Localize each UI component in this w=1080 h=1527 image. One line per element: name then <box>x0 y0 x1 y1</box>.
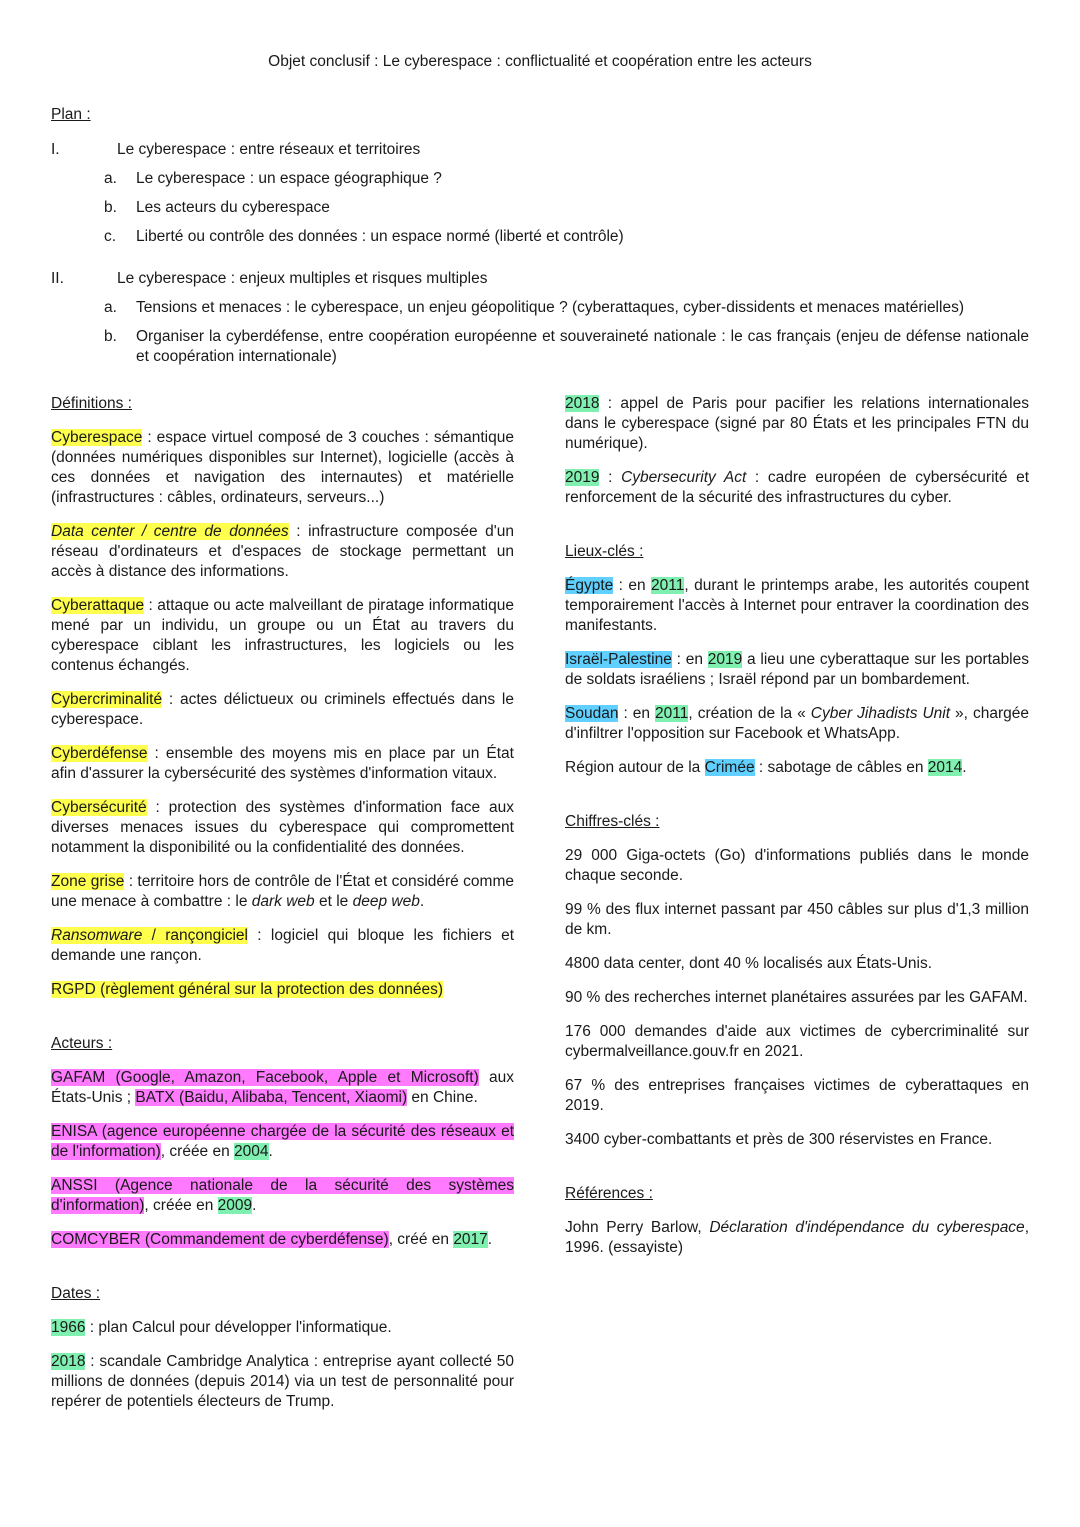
term: Zone grise <box>51 873 125 890</box>
lieu-egypte: Égypte : en 2011, durant le printemps arabe, les autorités coupent temporairement l'accès à Internet pour entraver la coordination des manifestants. <box>565 577 1030 634</box>
plan-item-text: Le cyberespace : un espace géographique ? <box>136 170 442 187</box>
acteur-gafam: GAFAM (Google, Amazon, Facebook, Apple et Microsoft) aux États-Unis ; BATX (Baidu, Alibaba, Tencent, Xiaomi) en Chine. <box>51 1069 514 1106</box>
right-column <box>565 394 1029 1272</box>
acteur-anssi: ANSSI (Agence nationale de la sécurité des systèmes d'information), créée en 2009. <box>51 1177 514 1214</box>
definition-datacenter: Data center / centre de données : infrastructure composée d'un réseau d'ordinateurs et d'espaces de stockage permettant un accès à distance des informations. <box>51 523 514 580</box>
page-title: Objet conclusif : Le cyberespace : conflictualité et coopération entre les acteurs <box>268 53 812 70</box>
plan-heading: Plan : <box>51 106 91 123</box>
chiffre-item: 29 000 Giga-octets (Go) d'informations publiés dans le monde chaque seconde. <box>565 847 1029 884</box>
acteur-comcyber: COMCYBER (Commandement de cyberdéfense), créé en 2017. <box>51 1231 493 1248</box>
definition-cybercriminalite: Cybercriminalité : actes délictueux ou criminels effectués dans le cyberespace. <box>51 691 514 728</box>
plan-item-text: Les acteurs du cyberespace <box>136 199 330 216</box>
date-2018-appel-paris: 2018 : appel de Paris pour pacifier les relations internationales dans le cyberespace (signé par 80 États et les principales FTN du numérique). <box>565 395 1029 452</box>
term: Cybersécurité <box>51 799 147 816</box>
acteur-enisa: ENISA (agence européenne chargée de la sécurité des réseaux et de l'information), créée en 2004. <box>51 1123 514 1160</box>
chiffre-item: 4800 data center, dont 40 % localisés aux États-Unis. <box>565 955 933 972</box>
definition-ransomware: Ransomware / rançongiciel : logiciel qui bloque les fichiers et demande une rançon. <box>51 927 514 964</box>
plan-item-letter: b. <box>104 199 117 216</box>
plan-section-2-numeral: II. <box>51 270 64 287</box>
dates-heading: Dates : <box>51 1285 101 1302</box>
plan-item-letter: b. <box>104 328 117 345</box>
term: Cyberespace <box>51 429 143 446</box>
chiffre-item: 3400 cyber-combattants et près de 300 réservistes en France. <box>565 1131 993 1148</box>
term: Data center / centre de données <box>51 523 289 540</box>
plan-item-letter: a. <box>104 170 117 187</box>
plan-section-1-numeral: I. <box>51 141 60 158</box>
date-1966: 1966 : plan Calcul pour développer l'informatique. <box>51 1319 392 1336</box>
date-2019-cybersecurity-act: 2019 : Cybersecurity Act : cadre européen de cybersécurité et renforcement de la sécurité des infrastructures du cyber. <box>565 469 1029 506</box>
acteurs-heading: Acteurs : <box>51 1035 113 1052</box>
plan-item-text: Organiser la cyberdéfense, entre coopération européenne et souveraineté nationale : le cas français (enjeu de défense nationale et coopération internationale) <box>136 328 1029 365</box>
definitions-heading: Définitions : <box>51 395 132 412</box>
plan-section-2-title: Le cyberespace : enjeux multiples et risques multiples <box>117 270 488 287</box>
chiffre-item: 67 % des entreprises françaises victimes de cyberattaques en 2019. <box>565 1077 1029 1114</box>
plan-section-1-title: Le cyberespace : entre réseaux et territoires <box>117 141 421 158</box>
plan-item-text: Liberté ou contrôle des données : un espace normé (liberté et contrôle) <box>136 228 624 245</box>
references-heading: Références : <box>565 1185 653 1202</box>
definition-cyberattaque: Cyberattaque : attaque ou acte malveillant de piratage informatique mené par un individu, un groupe ou un État au travers du cyberespace ciblant les infrastructures, les logiciels ou les contenus échangés. <box>51 597 514 674</box>
term: Cybercriminalité <box>51 691 163 708</box>
definition-cyberdefense: Cyberdéfense : ensemble des moyens mis en place par un État afin d'assurer la cybersécurité des systèmes d'information vitaux. <box>51 745 514 782</box>
reference-barlow: John Perry Barlow, Déclaration d'indépendance du cyberespace, 1996. (essayiste) <box>565 1219 1029 1256</box>
definition-rgpd <box>51 980 514 1000</box>
term: RGPD (règlement général sur la protection des données) <box>51 981 444 998</box>
plan-item-text: Tensions et menaces : le cyberespace, un enjeu géopolitique ? (cyberattaques, cyber-dissidents et menaces matérielles) <box>136 299 964 316</box>
date-2018-cambridge: 2018 : scandale Cambridge Analytica : entreprise ayant collecté 50 millions de données (depuis 2014) via un test de personnalité pour repérer de potentiels électeurs de Trump. <box>51 1353 514 1410</box>
term: Cyberattaque <box>51 597 145 614</box>
plan-item-letter: a. <box>104 299 117 316</box>
chiffre-item: 90 % des recherches internet planétaires assurées par les GAFAM. <box>565 989 1028 1006</box>
definition-cyberespace: Cyberespace : espace virtuel composé de 3 couches : sémantique (données numériques disponibles sur Internet), logicielle (accès à ces données et navigation des internautes) et matérielle (infrastructures : câbles, ordinateurs, serveurs...) <box>51 429 514 506</box>
lieu-crimee: Région autour de la Crimée : sabotage de câbles en 2014. <box>565 759 967 776</box>
lieux-heading: Lieux-clés : <box>565 543 644 560</box>
term: Ransomware / rançongiciel <box>51 927 248 944</box>
chiffres-heading: Chiffres-clés : <box>565 813 660 830</box>
plan-item-letter: c. <box>104 228 117 245</box>
definition-zonegrise: Zone grise : territoire hors de contrôle de l'État et considéré comme une menace à combattre : le dark web et le deep web. <box>51 873 514 910</box>
lieu-israel-palestine: Israël-Palestine : en 2019 a lieu une cyberattaque sur les portables de soldats israéliens ; Israël répond par un bombardement. <box>565 651 1029 688</box>
chiffre-item: 99 % des flux internet passant par 450 câbles sur plus d'1,3 million de km. <box>565 901 1029 938</box>
definition-cybersecurite: Cybersécurité : protection des systèmes d'information face aux diverses menaces issues du cyberespace qui compromettent notamment la disponibilité ou la confidentialité des données. <box>51 799 514 856</box>
term: Cyberdéfense <box>51 745 148 762</box>
left-column <box>51 394 514 1426</box>
chiffre-item: 176 000 demandes d'aide aux victimes de cybercriminalité sur cybermalveillance.gouv.fr en 2021. <box>565 1023 1029 1060</box>
lieu-soudan: Soudan : en 2011, création de la « Cyber Jihadists Unit », chargée d'infiltrer l'opposition sur Facebook et WhatsApp. <box>565 705 1029 742</box>
